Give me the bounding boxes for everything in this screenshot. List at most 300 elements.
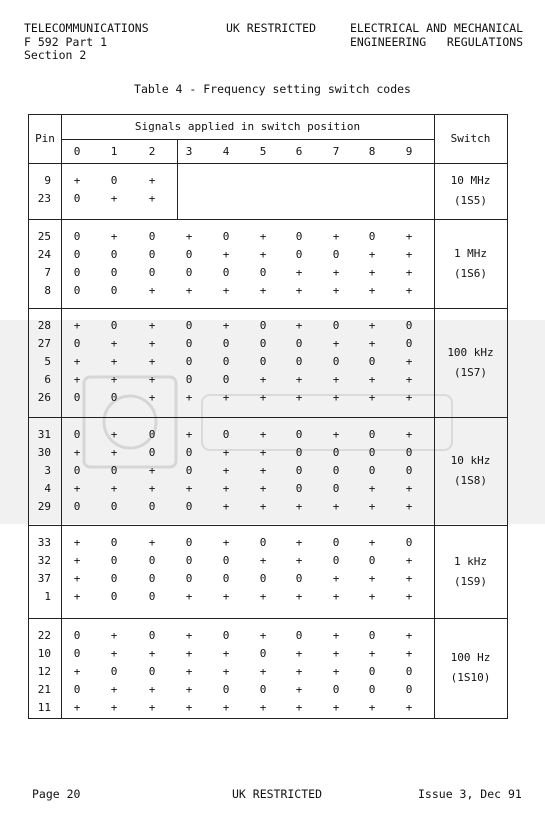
signal-value: 0 <box>73 629 81 642</box>
switch-value: 100 Hz <box>450 651 491 664</box>
signal-value: + <box>222 284 230 297</box>
signal-value: + <box>148 683 156 696</box>
frequency-switch-code-table <box>28 114 508 719</box>
header-classification: UK RESTRICTED <box>226 21 317 35</box>
signal-value: 0 <box>332 536 340 549</box>
signal-value: + <box>73 446 81 459</box>
signal-value: + <box>259 248 267 261</box>
signal-value: + <box>295 319 303 332</box>
signal-value: + <box>73 536 81 549</box>
signals-header: Signals applied in switch position <box>134 120 361 133</box>
pin-number: 7 <box>44 266 51 279</box>
signal-value: 0 <box>110 554 118 567</box>
signal-value: 0 <box>110 500 118 513</box>
signal-value: + <box>110 192 118 205</box>
signal-value: + <box>73 355 81 368</box>
signal-value: 0 <box>332 482 340 495</box>
signal-value: + <box>332 572 340 585</box>
signal-value: + <box>222 464 230 477</box>
signal-value: + <box>148 319 156 332</box>
signal-value: 0 <box>148 230 156 243</box>
switch-value: 100 kHz <box>447 345 494 359</box>
signal-value: 0 <box>368 629 376 642</box>
signal-value: + <box>222 319 230 332</box>
signal-value: + <box>368 590 376 603</box>
signal-value: 0 <box>185 536 193 549</box>
position-header-3: 3 <box>185 145 193 158</box>
switch-value: 1 kHz <box>453 554 488 568</box>
signal-value: + <box>222 647 230 660</box>
signal-value: 0 <box>148 554 156 567</box>
signal-value: 0 <box>405 337 413 350</box>
signal-value: + <box>295 701 303 714</box>
signal-value: 0 <box>222 373 230 386</box>
position-2-3-divider <box>177 139 178 219</box>
signal-value: 0 <box>110 391 118 404</box>
pin-number: 23 <box>37 192 51 205</box>
pin-number: 26 <box>37 391 51 404</box>
signal-value: 0 <box>185 554 193 567</box>
pin-number: 3 <box>44 464 51 477</box>
signal-value: + <box>405 701 413 714</box>
signal-value: 0 <box>222 337 230 350</box>
pin-header: Pin <box>35 132 55 145</box>
signal-value: + <box>295 373 303 386</box>
signal-value: + <box>368 500 376 513</box>
signal-value: 0 <box>332 554 340 567</box>
signal-value: + <box>73 319 81 332</box>
signal-value: + <box>405 284 413 297</box>
pin-number: 21 <box>37 683 51 696</box>
signal-value: + <box>259 500 267 513</box>
pin-number: 31 <box>37 428 51 441</box>
signal-value: + <box>332 428 340 441</box>
signal-value: 0 <box>148 665 156 678</box>
signal-value: + <box>185 683 193 696</box>
pin-number: 37 <box>37 572 51 585</box>
signal-value: + <box>259 590 267 603</box>
signal-value: + <box>73 554 81 567</box>
signal-value: 0 <box>368 683 376 696</box>
signal-value: 0 <box>185 446 193 459</box>
signal-value: + <box>295 391 303 404</box>
group-divider <box>29 308 507 309</box>
signal-value: + <box>368 572 376 585</box>
signal-value: + <box>295 536 303 549</box>
signal-value: + <box>405 230 413 243</box>
signal-value: + <box>259 391 267 404</box>
signal-value: 0 <box>222 554 230 567</box>
signal-value: + <box>148 174 156 187</box>
signal-value: + <box>295 665 303 678</box>
signal-value: 0 <box>73 284 81 297</box>
signal-value: 0 <box>222 428 230 441</box>
position-header-1: 1 <box>110 145 118 158</box>
signal-value: 0 <box>259 337 267 350</box>
signal-value: 0 <box>73 337 81 350</box>
pin-number: 27 <box>37 337 51 350</box>
signal-value: + <box>295 683 303 696</box>
header-regulations: ELECTRICAL AND MECHANICAL ENGINEERING REGULATIONS <box>350 21 524 49</box>
signal-value: + <box>405 373 413 386</box>
table-caption: Table 4 - Frequency setting switch codes <box>134 82 411 96</box>
signal-value: 0 <box>259 355 267 368</box>
signal-value: + <box>185 230 193 243</box>
switch-code: (1S6) <box>453 266 488 280</box>
signal-value: + <box>222 446 230 459</box>
signal-value: 0 <box>110 319 118 332</box>
signal-value: 0 <box>295 337 303 350</box>
position-header-5: 5 <box>259 145 267 158</box>
signal-value: 0 <box>73 192 81 205</box>
signal-value: 0 <box>185 266 193 279</box>
signal-value: + <box>368 373 376 386</box>
signal-value: + <box>332 230 340 243</box>
position-header-4: 4 <box>222 145 230 158</box>
header-doc-id: TELECOMMUNICATIONS F 592 Part 1 Section 2 <box>24 21 149 62</box>
signal-value: + <box>110 337 118 350</box>
signal-value: + <box>73 572 81 585</box>
pin-number: 29 <box>37 500 51 513</box>
signal-value: + <box>185 647 193 660</box>
signal-value: 0 <box>222 572 230 585</box>
signal-value: 0 <box>332 446 340 459</box>
pin-number: 12 <box>37 665 51 678</box>
switch-code: (1S7) <box>453 365 488 379</box>
signal-value: 0 <box>148 500 156 513</box>
signal-value: 0 <box>332 248 340 261</box>
signal-value: 0 <box>110 464 118 477</box>
signal-value: 0 <box>405 683 413 696</box>
signal-value: 0 <box>73 647 81 660</box>
signal-value: 0 <box>73 391 81 404</box>
footer-issue: Issue 3, Dec 91 <box>418 787 522 801</box>
signal-value: + <box>332 647 340 660</box>
signal-value: + <box>110 428 118 441</box>
signal-value: 0 <box>295 629 303 642</box>
group-divider <box>29 219 507 220</box>
signal-value: + <box>259 665 267 678</box>
signal-value: 0 <box>148 572 156 585</box>
signal-value: + <box>110 683 118 696</box>
signal-value: 0 <box>185 464 193 477</box>
signal-value: 0 <box>259 266 267 279</box>
signal-value: + <box>368 284 376 297</box>
signal-value: + <box>295 266 303 279</box>
signal-value: 0 <box>405 464 413 477</box>
signal-value: 0 <box>148 248 156 261</box>
signal-value: + <box>259 373 267 386</box>
signal-value: 0 <box>368 446 376 459</box>
signal-value: + <box>368 248 376 261</box>
signal-value: 0 <box>405 536 413 549</box>
switch-code: (1S5) <box>453 194 488 207</box>
footer-page-number: Page 20 <box>32 787 81 801</box>
signal-value: + <box>110 629 118 642</box>
signal-value: + <box>295 647 303 660</box>
signal-value: + <box>259 482 267 495</box>
signal-value: 0 <box>222 230 230 243</box>
signal-value: + <box>405 647 413 660</box>
pin-number: 6 <box>44 373 51 386</box>
signal-value: 0 <box>368 665 376 678</box>
signal-value: + <box>332 701 340 714</box>
signal-value: 0 <box>73 500 81 513</box>
signal-value: + <box>148 192 156 205</box>
signal-value: + <box>332 629 340 642</box>
signal-value: 0 <box>185 319 193 332</box>
signal-value: 0 <box>148 446 156 459</box>
signal-value: + <box>259 464 267 477</box>
signal-value: 0 <box>73 428 81 441</box>
signal-value: 0 <box>110 536 118 549</box>
signal-value: + <box>259 446 267 459</box>
signal-value: 0 <box>368 464 376 477</box>
group-divider <box>29 417 507 418</box>
signal-value: + <box>222 590 230 603</box>
pin-number: 5 <box>44 355 51 368</box>
pin-number: 30 <box>37 446 51 459</box>
signal-value: + <box>332 391 340 404</box>
signal-value: 0 <box>259 319 267 332</box>
pin-number: 11 <box>37 701 51 714</box>
signal-value: + <box>110 647 118 660</box>
signal-value: + <box>185 629 193 642</box>
signal-value: + <box>332 284 340 297</box>
signal-value: 0 <box>185 500 193 513</box>
signal-value: + <box>368 647 376 660</box>
signal-value: + <box>259 428 267 441</box>
signal-value: + <box>295 500 303 513</box>
signal-value: + <box>222 701 230 714</box>
signal-value: + <box>295 590 303 603</box>
signal-value: + <box>222 665 230 678</box>
signal-value: + <box>332 337 340 350</box>
signal-value: + <box>148 536 156 549</box>
signal-value: + <box>368 391 376 404</box>
signal-value: + <box>405 248 413 261</box>
signal-value: + <box>405 391 413 404</box>
signal-value: 0 <box>405 665 413 678</box>
signal-value: 0 <box>295 355 303 368</box>
signal-value: 0 <box>148 590 156 603</box>
signal-value: + <box>368 266 376 279</box>
signal-value: + <box>110 446 118 459</box>
signal-value: 0 <box>368 428 376 441</box>
signal-value: + <box>405 590 413 603</box>
signal-value: 0 <box>295 248 303 261</box>
pin-number: 10 <box>37 647 51 660</box>
signal-value: + <box>332 266 340 279</box>
signal-value: 0 <box>110 572 118 585</box>
signal-value: + <box>148 647 156 660</box>
pin-number: 24 <box>37 248 51 261</box>
signal-value: 0 <box>110 665 118 678</box>
signal-value: + <box>73 590 81 603</box>
signal-value: 0 <box>259 683 267 696</box>
signal-value: 0 <box>110 590 118 603</box>
pin-number: 33 <box>37 536 51 549</box>
signal-value: 0 <box>73 266 81 279</box>
footer-classification: UK RESTRICTED <box>232 787 323 801</box>
signal-value: 0 <box>110 248 118 261</box>
signal-value: + <box>332 590 340 603</box>
signal-value: + <box>148 482 156 495</box>
signal-value: 0 <box>185 572 193 585</box>
signal-value: 0 <box>185 373 193 386</box>
signal-value: + <box>110 230 118 243</box>
pin-number: 4 <box>44 482 51 495</box>
position-header-8: 8 <box>368 145 376 158</box>
signal-value: + <box>259 554 267 567</box>
signal-value: + <box>405 428 413 441</box>
signal-value: + <box>185 284 193 297</box>
signal-value: + <box>405 629 413 642</box>
signal-value: 0 <box>73 683 81 696</box>
signal-value: + <box>222 391 230 404</box>
signal-value: + <box>148 284 156 297</box>
pin-number: 32 <box>37 554 51 567</box>
signal-value: 0 <box>222 266 230 279</box>
signal-value: + <box>259 701 267 714</box>
pin-number: 1 <box>44 590 51 603</box>
group-divider <box>29 525 507 526</box>
signal-value: + <box>405 355 413 368</box>
signal-value: + <box>222 536 230 549</box>
signal-value: + <box>185 590 193 603</box>
signal-value: 0 <box>332 683 340 696</box>
signal-value: + <box>73 665 81 678</box>
signal-value: + <box>295 284 303 297</box>
switch-value: 10 MHz <box>450 174 491 187</box>
signal-value: 0 <box>332 319 340 332</box>
signals-header-divider <box>61 139 434 140</box>
signal-value: 0 <box>110 266 118 279</box>
signal-value: 0 <box>259 572 267 585</box>
signal-value: + <box>73 174 81 187</box>
signal-value: 0 <box>222 683 230 696</box>
signal-value: + <box>110 482 118 495</box>
signal-value: + <box>73 701 81 714</box>
switch-code: (1S10) <box>450 671 491 684</box>
signal-value: + <box>110 701 118 714</box>
signal-value: + <box>222 248 230 261</box>
signal-value: + <box>405 500 413 513</box>
signal-value: + <box>148 373 156 386</box>
switch-code: (1S9) <box>453 574 488 588</box>
signal-value: 0 <box>405 446 413 459</box>
signal-value: 0 <box>73 230 81 243</box>
signal-value: + <box>110 355 118 368</box>
signal-value: + <box>368 536 376 549</box>
signal-value: 0 <box>295 446 303 459</box>
signal-value: + <box>185 428 193 441</box>
switch-header: Switch <box>450 132 491 145</box>
position-header-6: 6 <box>295 145 303 158</box>
pin-number: 22 <box>37 629 51 642</box>
signal-value: 0 <box>259 536 267 549</box>
position-header-0: 0 <box>73 145 81 158</box>
signal-value: + <box>332 665 340 678</box>
signal-value: + <box>73 373 81 386</box>
signal-value: + <box>185 665 193 678</box>
switch-value: 1 MHz <box>453 246 488 260</box>
signal-value: + <box>332 373 340 386</box>
signal-value: + <box>368 701 376 714</box>
signal-value: 0 <box>185 337 193 350</box>
signal-value: 0 <box>222 355 230 368</box>
signal-value: 0 <box>295 464 303 477</box>
signal-value: + <box>259 230 267 243</box>
signal-value: + <box>405 554 413 567</box>
signal-value: + <box>259 284 267 297</box>
signal-value: 0 <box>295 482 303 495</box>
signal-value: 0 <box>148 629 156 642</box>
signal-value: + <box>185 482 193 495</box>
signal-value: 0 <box>110 174 118 187</box>
pin-number: 8 <box>44 284 51 297</box>
signal-value: + <box>368 337 376 350</box>
signal-value: + <box>368 319 376 332</box>
signal-value: 0 <box>368 554 376 567</box>
signal-value: 0 <box>110 284 118 297</box>
signal-value: + <box>148 464 156 477</box>
pin-number: 25 <box>37 230 51 243</box>
signal-value: + <box>148 337 156 350</box>
signal-value: + <box>368 482 376 495</box>
signal-value: + <box>222 482 230 495</box>
signal-value: 0 <box>148 266 156 279</box>
signal-value: 0 <box>368 230 376 243</box>
signal-value: + <box>185 391 193 404</box>
header-bottom-line <box>29 163 507 164</box>
signal-value: 0 <box>73 248 81 261</box>
switch-code: (1S8) <box>453 474 488 487</box>
pin-number: 9 <box>44 174 51 187</box>
signal-value: 0 <box>148 428 156 441</box>
signal-value: 0 <box>332 355 340 368</box>
signal-value: + <box>148 355 156 368</box>
signal-value: 0 <box>73 464 81 477</box>
group-divider <box>29 618 507 619</box>
signal-value: + <box>405 266 413 279</box>
position-header-7: 7 <box>332 145 340 158</box>
signal-value: 0 <box>259 647 267 660</box>
signal-value: 0 <box>185 355 193 368</box>
signal-value: 0 <box>295 572 303 585</box>
signal-value: 0 <box>405 319 413 332</box>
position-header-9: 9 <box>405 145 413 158</box>
signal-value: + <box>148 391 156 404</box>
signal-value: + <box>110 373 118 386</box>
signal-value: 0 <box>332 464 340 477</box>
signal-value: 0 <box>368 355 376 368</box>
position-header-2: 2 <box>148 145 156 158</box>
signal-value: + <box>148 701 156 714</box>
signal-value: + <box>405 482 413 495</box>
signal-value: + <box>259 629 267 642</box>
signal-value: + <box>295 554 303 567</box>
signal-value: 0 <box>222 629 230 642</box>
switch-value: 10 kHz <box>450 454 491 467</box>
signal-value: 0 <box>295 230 303 243</box>
signal-value: 0 <box>185 248 193 261</box>
pin-number: 28 <box>37 319 51 332</box>
signal-value: + <box>222 500 230 513</box>
signal-value: + <box>185 701 193 714</box>
signal-value: 0 <box>295 428 303 441</box>
signal-value: + <box>332 500 340 513</box>
